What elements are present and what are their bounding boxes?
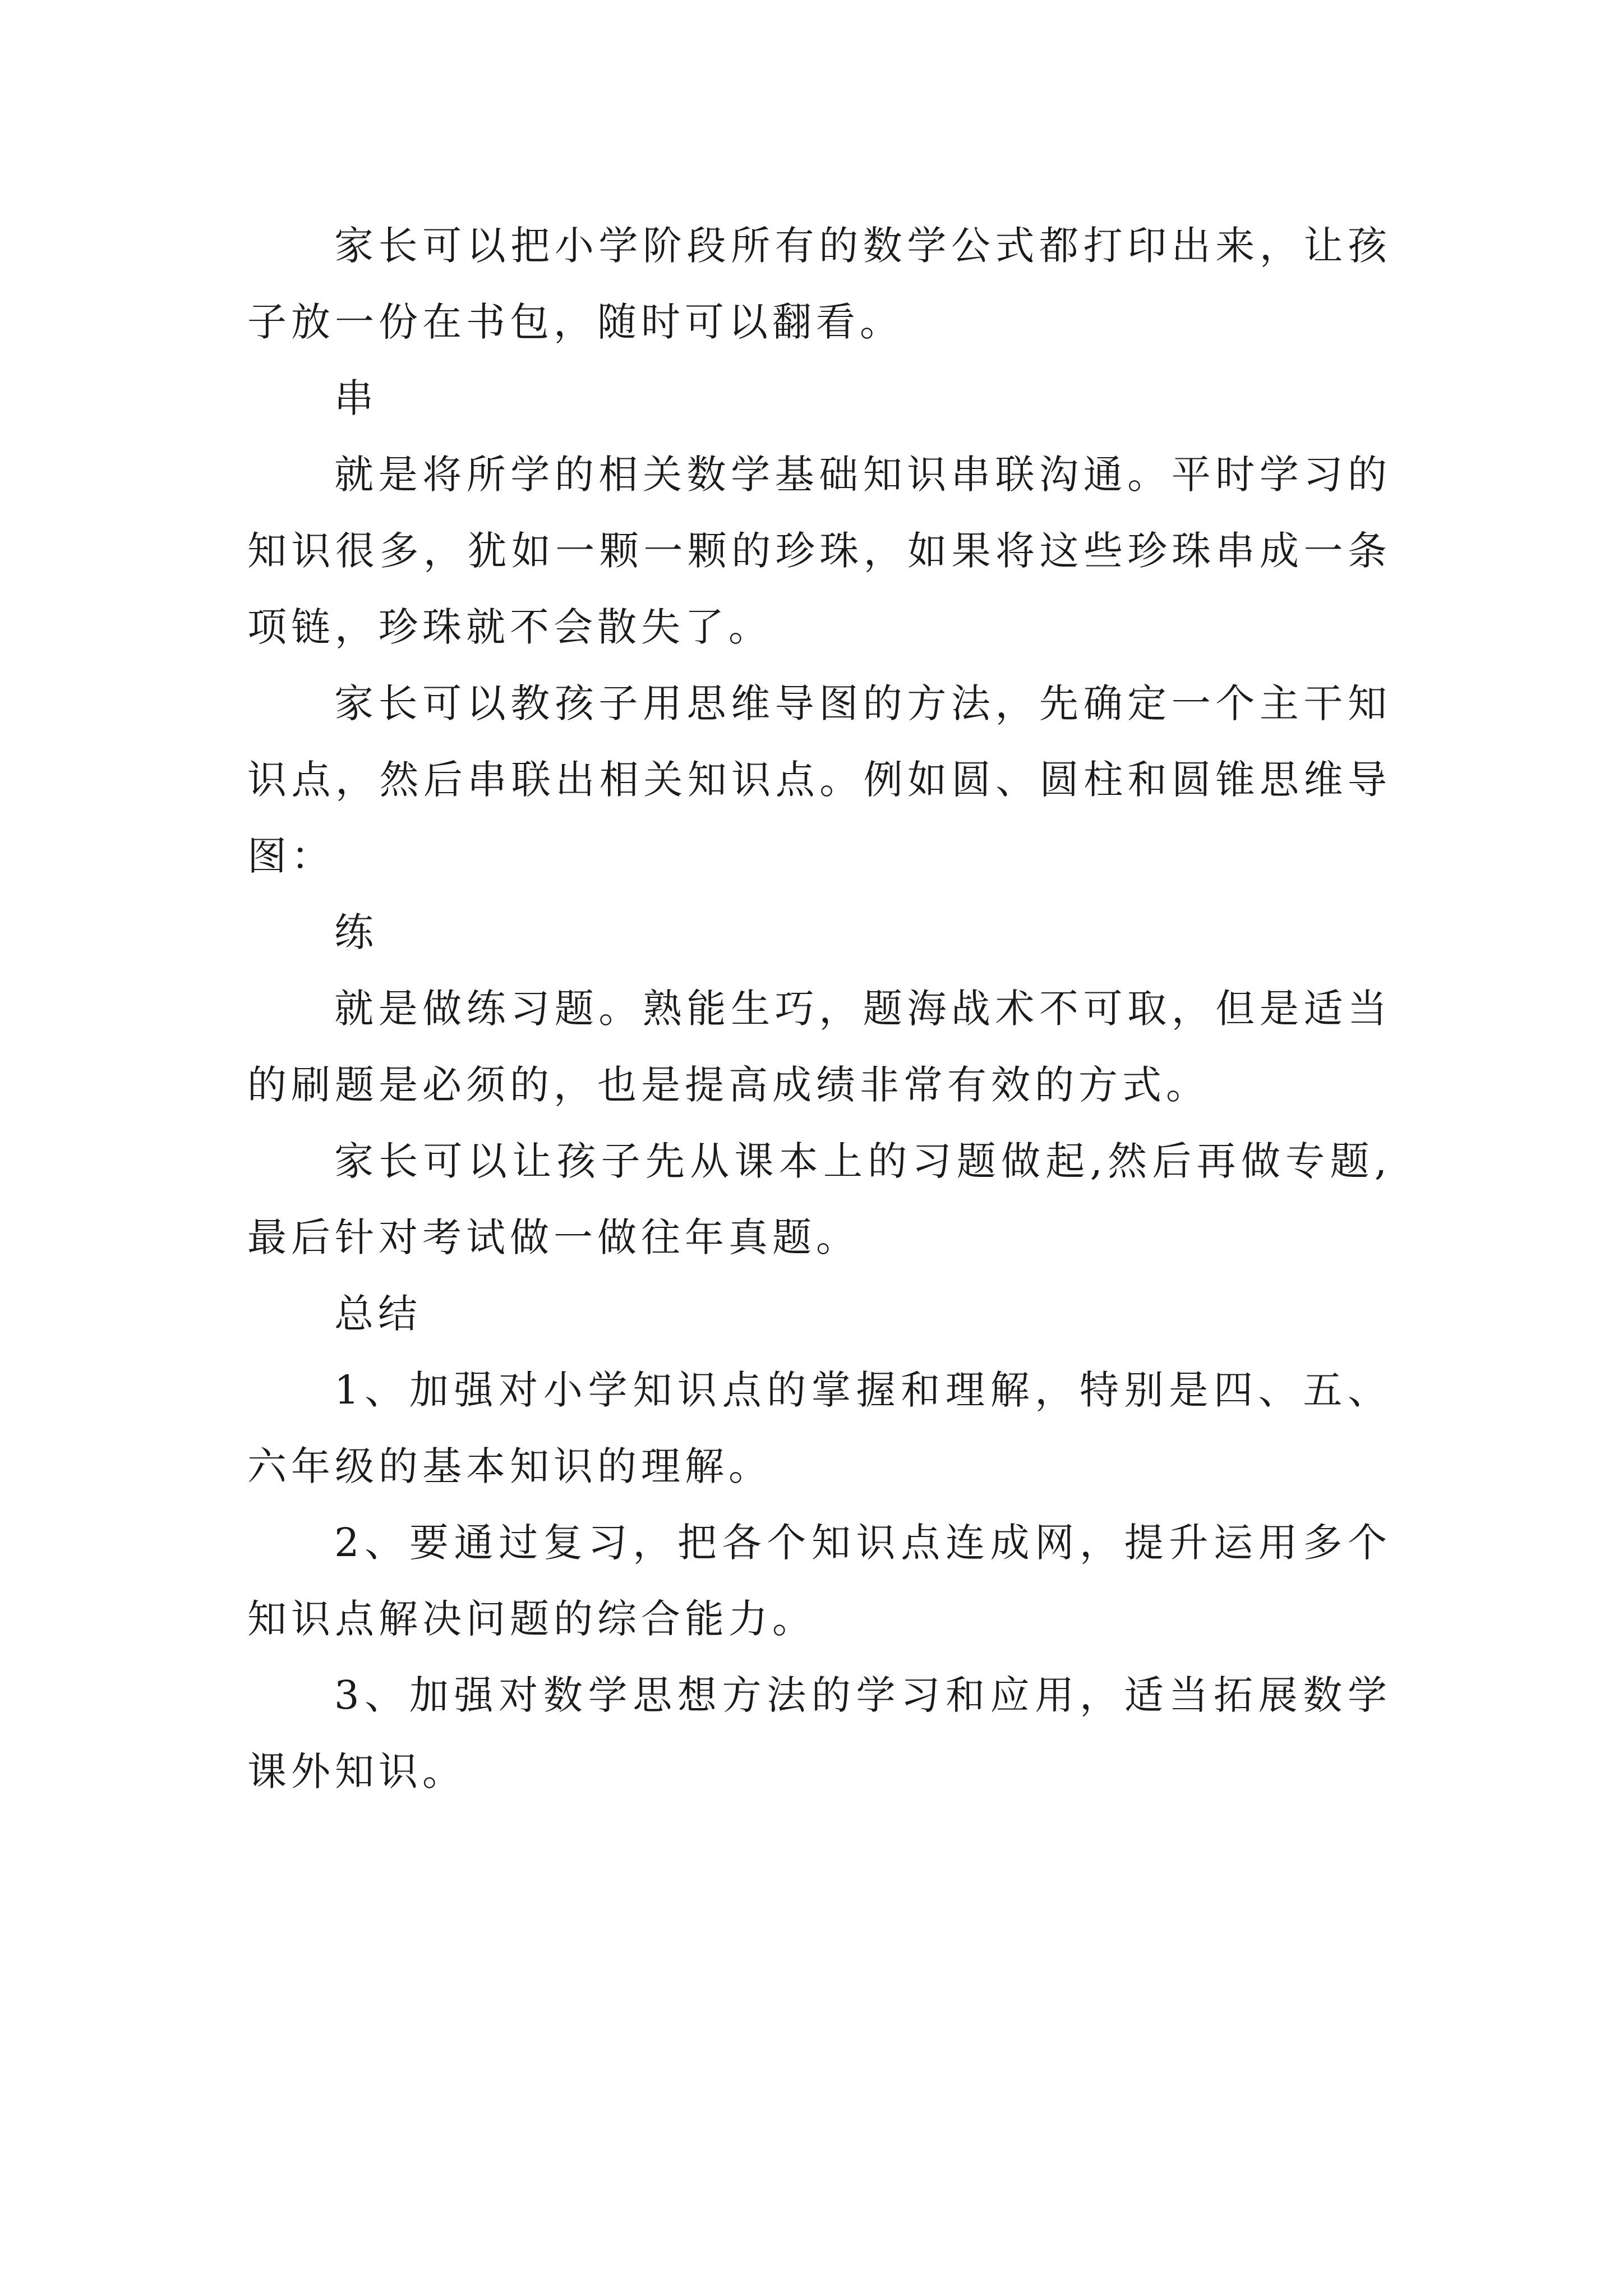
document-body bbox=[247, 208, 1391, 1810]
paragraph-mind-map: 家长可以教孩子用思维导图的方法，先确定一个主干知识点，然后串联出相关知识点。例如圆、圆柱和圆锥思维导图： bbox=[247, 680, 1391, 879]
section-heading-chuan: 串 bbox=[334, 375, 378, 421]
section-heading-summary: 总结 bbox=[334, 1291, 422, 1337]
summary-item-2: 2、要通过复习，把各个知识点连成网，提升运用多个知识点解决问题的综合能力。 bbox=[247, 1520, 1391, 1642]
paragraph-practice-order: 家长可以让孩子先从课本上的习题做起,然后再做专题,最后针对考试做一做往年真题。 bbox=[247, 1138, 1391, 1260]
paragraph-print-formulas: 家长可以把小学阶段所有的数学公式都打印出来，让孩子放一份在书包，随时可以翻看。 bbox=[247, 223, 1391, 345]
section-heading-lian: 练 bbox=[334, 909, 378, 955]
paragraph-lian-definition: 就是做练习题。熟能生巧，题海战术不可取，但是适当的刷题是必须的，也是提高成绩非常有效的方式。 bbox=[247, 986, 1391, 1108]
paragraph-chuan-definition: 就是将所学的相关数学基础知识串联沟通。平时学习的知识很多，犹如一颗一颗的珍珠，如果将这些珍珠串成一条项链，珍珠就不会散失了。 bbox=[247, 452, 1391, 650]
summary-item-3: 3、加强对数学思想方法的学习和应用，适当拓展数学课外知识。 bbox=[247, 1672, 1391, 1795]
summary-item-1: 1、加强对小学知识点的掌握和理解，特别是四、五、六年级的基本知识的理解。 bbox=[247, 1367, 1391, 1489]
